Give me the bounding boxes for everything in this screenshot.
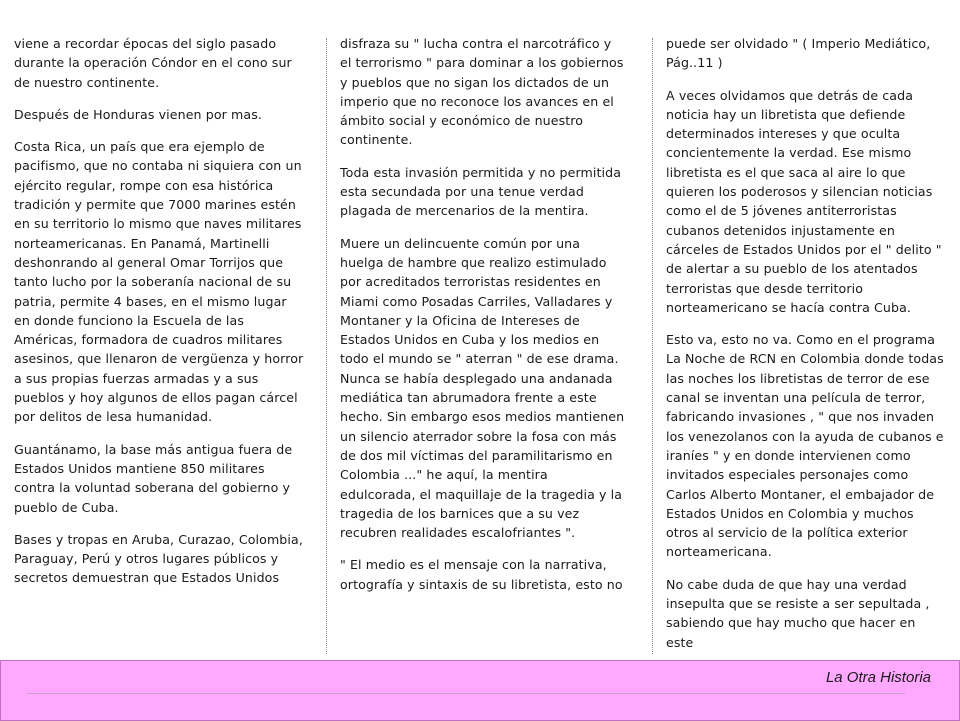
paragraph: Después de Honduras vienen por mas. [14, 106, 262, 122]
paragraph: viene a recordar épocas del siglo pasado durante la operación Cóndor en el cono sur de nuestro continente. [14, 36, 292, 90]
paragraph: disfraza su " lucha contra el narcotráfico y el terrorismo " para dominar a los gobiernos y pueblos que no sigan los dictados de un imperio que no reconoce los avances en el ámbito social y económico de nuestro continente. [340, 36, 624, 148]
paragraph: Esto va, esto no va. Como en el programa La Noche de RCN en Colombia donde todas las noches los libretistas de terror de ese canal se inventan una película de terror, fabricando invasiones , " que nos invaden los venezolanos con la ayuda de cubanos e iraníes " y en donde intervienen como invitados especiales personajes como Carlos Alberto Montaner, el embajador de Estados Unidos en Colombia y muchos otros al servicio de la política exterior norteamericana. [666, 332, 944, 560]
paragraph: No cabe duda de que hay una verdad insepulta que se resiste a ser sepultada , sabiendo que hay mucho que hacer en este [666, 576, 930, 650]
column-divider [326, 38, 327, 654]
paragraph: Toda esta invasión permitida y no permitida esta secundada por una tenue verdad plagada de mercenarios de la mentira. [340, 164, 622, 219]
paragraph: Muere un delincuente común por una huelga de hambre que realizo estimulado por acreditados terroristas residentes en Miami como Posadas Carriles, Valladares y Montaner y la Oficina de Intereses de Estados Unidos en Cuba y los medios en todo el mundo se " aterran " de ese drama. Nunca se había desplegado una andanada mediática tan abrumadora frente a este hecho. Sin embargo esos medios mantienen un silencio aterrador sobre la fosa con más de dos mil víctimas del paramilitarismo en Colombia ..." he aquí, la mentira edulcorada, el maquillaje de la tragedia y la tragedia de los barnices que a su vez recubren realidades escalofriantes ". [340, 235, 625, 541]
column-divider [652, 38, 653, 654]
paragraph: " El medio es el mensaje con la narrativa, ortografía y sintaxis de su libretista, esto no [340, 557, 623, 592]
footer-rule [27, 693, 905, 694]
paragraph: Guantánamo, la base más antigua fuera de Estados Unidos mantiene 850 militares contra la voluntad soberana del gobierno y pueblo de Cuba. [14, 441, 293, 515]
text-column-3 [666, 34, 946, 656]
paragraph: A veces olvidamos que detrás de cada noticia hay un libretista que defiende determinados intereses y que oculta concientemente la verdad. Ese mismo libretista es el que saca al aire lo que quieren los poderosos y silencian noticias como el de 5 jóvenes antiterroristas cubanos detenidos injustamente en cárceles de Estados Unidos por el " delito " de alertar a su pueblo de los atentados terroristas que desde territorio norteamericano se hacía contra Cuba. [666, 87, 942, 315]
footer-title: La Otra Historia [825, 669, 931, 686]
footer-bar [0, 660, 960, 721]
text-column-1 [14, 34, 304, 656]
paragraph: Costa Rica, un país que era ejemplo de pacifismo, que no contaba ni siquiera con un ejército regular, rompe con esa histórica tradición y permite que 7000 marines estén en su territorio lo mismo que naves militares norteamericanas. En Panamá, Martinelli deshonrando al general Omar Torrijos que tanto lucho por la soberanía nacional de su patria, permite 4 bases, en el mismo lugar en donde funciono la Escuela de las Américas, formadora de cuadros militares asesinos, que llenaron de vergüenza y horror a sus propias fuerzas armadas y a sus pueblos y hoy algunos de ellos pagan cárcel por delitos de lesa humanidad. [14, 139, 304, 425]
text-column-2 [340, 34, 625, 656]
paragraph: Bases y tropas en Aruba, Curazao, Colombia, Paraguay, Perú y otros lugares públicos y secretos demuestran que Estados Unidos [14, 531, 303, 586]
paragraph: puede ser olvidado " ( Imperio Mediático, Pág..11 ) [666, 36, 931, 71]
